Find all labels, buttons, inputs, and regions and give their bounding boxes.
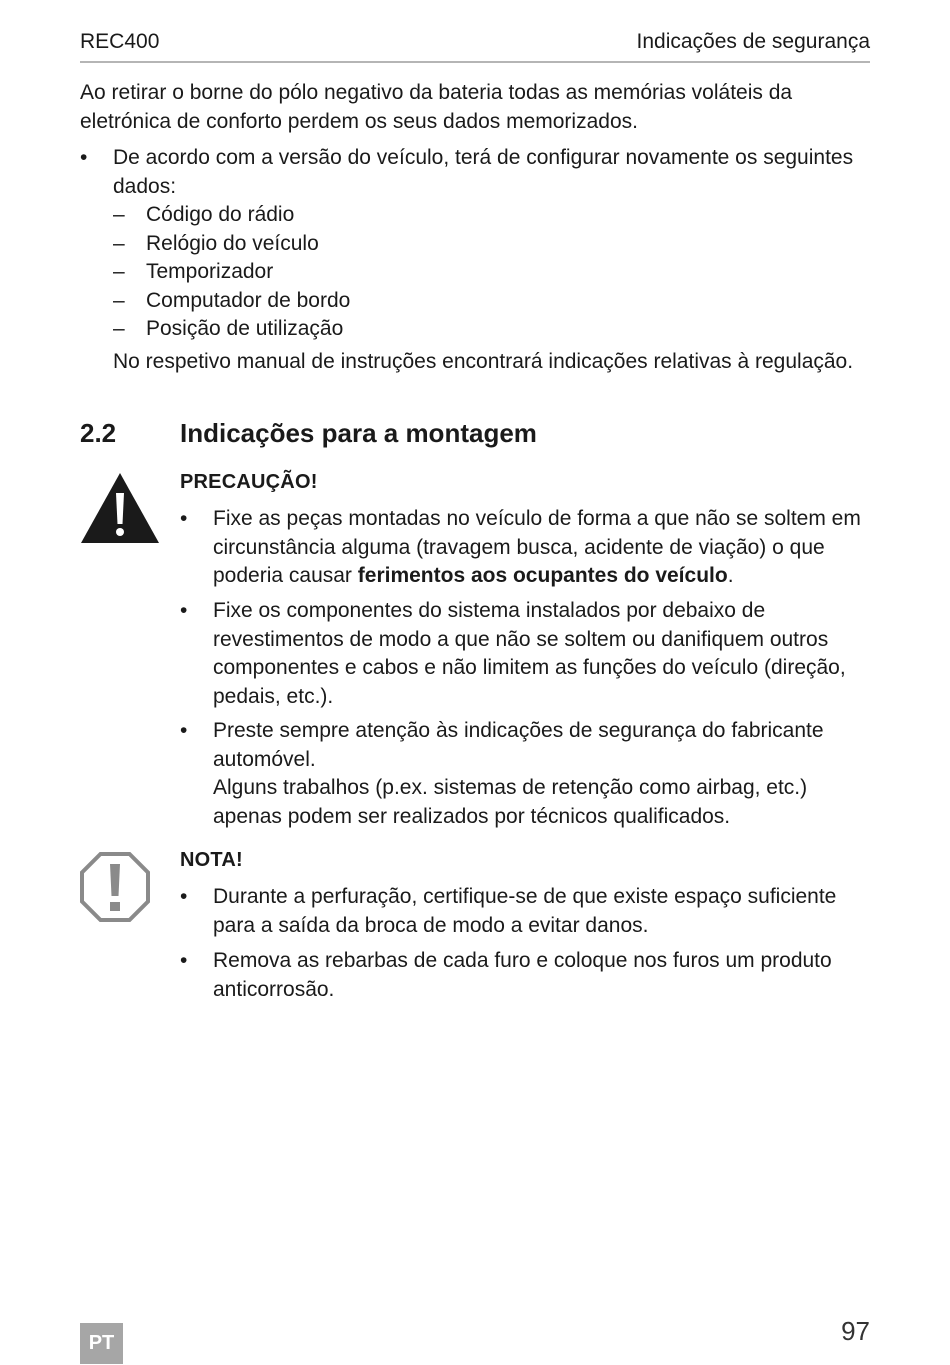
section-title: Indicações para a montagem: [180, 418, 537, 448]
bullet-dot: •: [80, 146, 88, 169]
bullet-reconfig-text: De acordo com a versão do veículo, terá de configurar novamente os seguintes dados:: [113, 146, 854, 198]
bullet-reconfig: [80, 144, 870, 344]
list-item: – Código do rádio: [113, 203, 295, 226]
caution-item-2: • Fixe os componentes do sistema instalados por debaixo de revestimentos de modo a que não se soltem ou danifiquem outros componentes e cabos e não limitem as funções do veículo (direção, pedais, etc.).: [180, 599, 846, 708]
note-item-1: • Durante a perfuração, certifique-se de que existe espaço suficiente para a saída da broca de modo a evitar danos.: [180, 885, 837, 937]
regulation-note: No respetivo manual de instruções encontrará indicações relativas à regulação.: [113, 350, 854, 373]
note-item-2: • Remova as rebarbas de cada furo e coloque nos furos um produto anticorrosão.: [180, 949, 832, 1001]
caution-item-3: • Preste sempre atenção às indicações de segurança do fabricante automóvel. Alguns trabalhos (p.ex. sistemas de retenção como airbag, etc.) apenas podem ser realizados por técnicos qualificados.: [180, 719, 824, 828]
page-number: 97: [841, 1316, 870, 1346]
header-section: Indicações de segurança: [636, 30, 870, 53]
exclamation-octagon-icon: [80, 852, 150, 922]
page-header: [80, 30, 870, 63]
section-heading: [80, 418, 870, 454]
manual-page: [80, 0, 870, 1365]
intro-paragraph: Ao retirar o borne do pólo negativo da bateria todas as memórias voláteis da eletrónica de conforto perdem os seus dados memorizados.: [80, 81, 793, 133]
caution-item-1: • Fixe as peças montadas no veículo de forma a que não se soltem em circunstância alguma (travagem busca, acidente de viação) o que poderia causar ferimentos aos ocupantes do veículo.: [180, 507, 861, 587]
header-product: REC400: [80, 30, 160, 53]
list-item: – Computador de bordo: [113, 288, 351, 312]
reconfig-list: [113, 201, 870, 344]
warning-triangle-icon: [80, 472, 160, 544]
caution-title: PRECAUÇÃO!: [180, 471, 318, 493]
list-item: – Posição de utilização: [113, 317, 344, 340]
note-title: NOTA!: [180, 849, 243, 871]
section-number: 2.2: [80, 418, 117, 448]
list-item: – Temporizador: [113, 260, 274, 283]
language-tab: PT: [80, 1323, 123, 1364]
caution-emphasis: ferimentos aos ocupantes do veículo: [357, 564, 728, 587]
list-item: – Relógio do veículo: [113, 231, 319, 255]
